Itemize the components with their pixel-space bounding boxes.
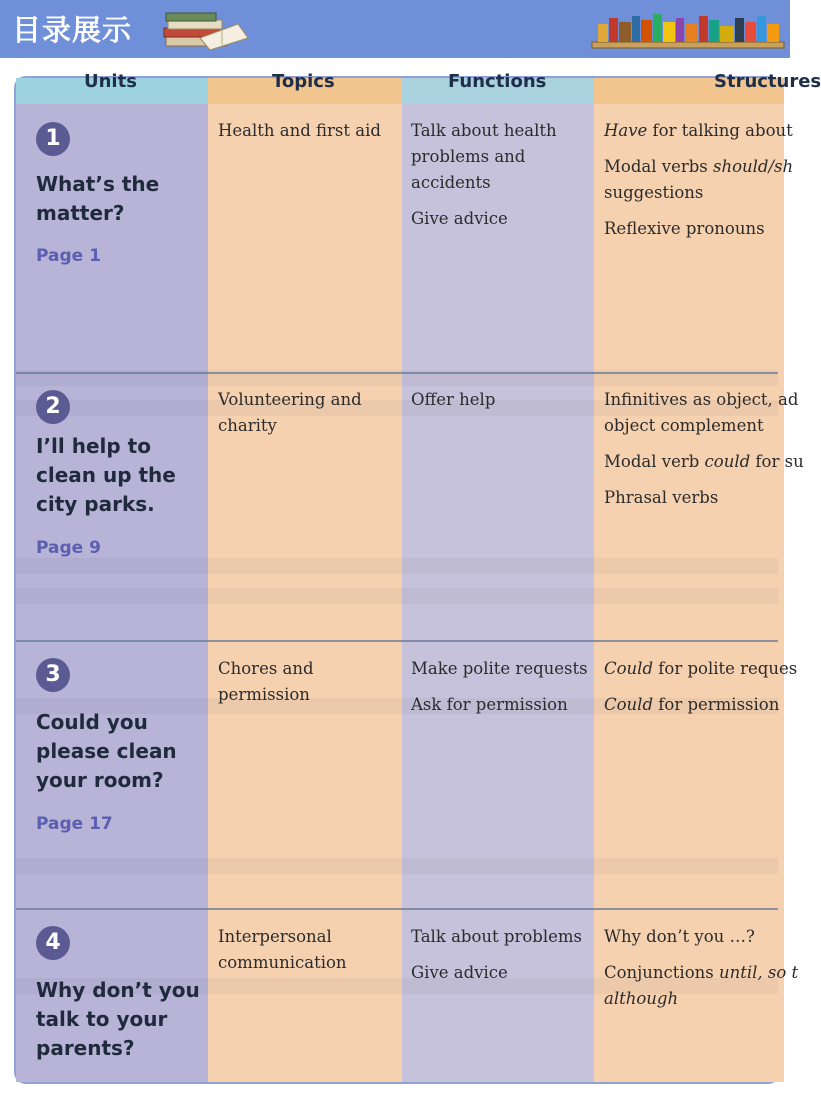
unit-number-badge: 3 xyxy=(36,658,70,692)
bookshelf-icon xyxy=(592,10,784,52)
column-header-structures: Structures xyxy=(714,71,821,92)
column-header-topics: Topics xyxy=(272,71,335,92)
structure-item: Conjunctions until, so t xyxy=(604,963,799,982)
unit-title: I’ll help to clean up the city parks. xyxy=(36,434,176,516)
unit-number-badge: 2 xyxy=(36,390,70,424)
structure-item: Reflexive pronouns xyxy=(604,219,765,238)
structures-cell xyxy=(604,924,804,1022)
structure-item: Could for polite reques xyxy=(604,659,798,678)
unit-page: Page 1 xyxy=(36,246,101,266)
structure-item: Modal verbs should/sh xyxy=(604,157,794,176)
topic-cell: Volunteering and charity xyxy=(218,390,362,435)
contents-table xyxy=(14,71,821,1084)
header-banner xyxy=(0,0,790,58)
functions-cell xyxy=(411,387,591,423)
topic-cell: Chores and permission xyxy=(218,659,314,704)
function-item: Talk about problems xyxy=(411,927,583,946)
unit-number-badge: 4 xyxy=(36,926,70,960)
row-divider xyxy=(16,372,778,374)
unit-page: Page 17 xyxy=(36,814,113,834)
structure-item: object complement xyxy=(604,416,764,435)
books-icon xyxy=(160,8,250,52)
structure-item: Why don’t you …? xyxy=(604,927,755,946)
unit-title: Could you please clean your room? xyxy=(36,710,177,792)
unit-title: What’s the matter? xyxy=(36,172,160,225)
unit-number-badge: 1 xyxy=(36,122,70,156)
function-item: Give advice xyxy=(411,209,508,228)
topic-cell: Health and first aid xyxy=(218,121,381,140)
structures-cell xyxy=(604,118,804,252)
function-item: Offer help xyxy=(411,390,496,409)
function-item: Give advice xyxy=(411,963,508,982)
functions-cell xyxy=(411,656,591,728)
function-item: Ask for permission xyxy=(411,695,568,714)
row-divider xyxy=(16,908,778,910)
topic-cell: Interpersonal communication xyxy=(218,927,347,972)
structure-item: Phrasal verbs xyxy=(604,488,719,507)
structure-item: Infinitives as object, ad xyxy=(604,390,799,409)
function-item: Make polite requests xyxy=(411,659,588,678)
function-item: Talk about health problems and accidents xyxy=(411,121,557,192)
structure-item: Could for permission xyxy=(604,695,780,714)
column-header-units: Units xyxy=(84,71,137,92)
structure-item: Have for talking about xyxy=(604,121,793,140)
structures-cell xyxy=(604,387,804,521)
structure-item: although xyxy=(604,989,679,1008)
structure-item: Modal verb could for su xyxy=(604,452,804,471)
functions-cell xyxy=(411,924,591,996)
unit-page: Page 9 xyxy=(36,538,101,558)
column-header-functions: Functions xyxy=(448,71,547,92)
structures-cell xyxy=(604,656,804,728)
row-divider xyxy=(16,640,778,642)
unit-title: Why don’t you talk to your parents? xyxy=(36,978,200,1060)
structure-item: suggestions xyxy=(604,183,704,202)
page-title: 目录展示 xyxy=(12,13,133,47)
functions-cell xyxy=(411,118,591,242)
